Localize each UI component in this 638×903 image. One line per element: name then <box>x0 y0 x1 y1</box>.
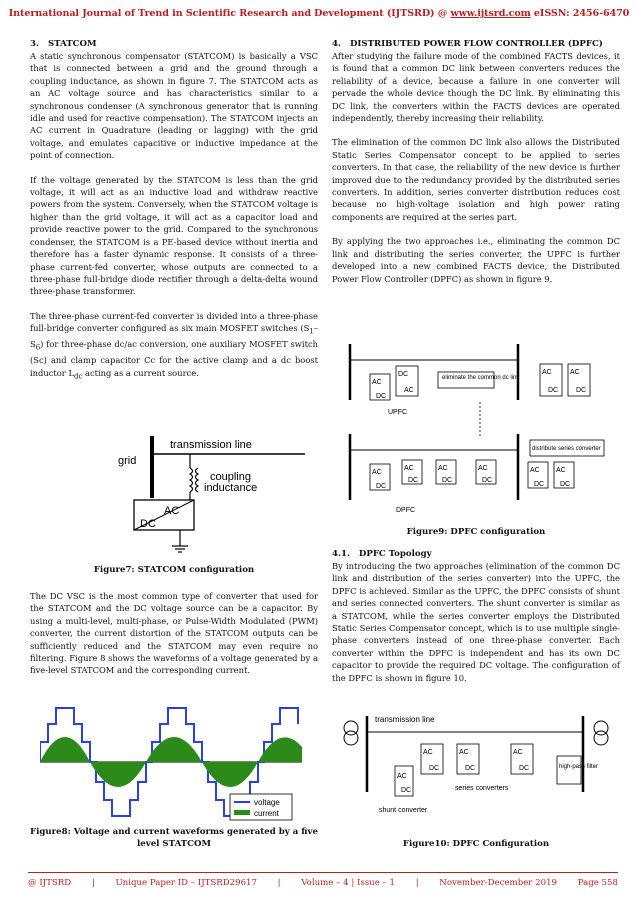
current-waveform <box>40 737 302 787</box>
fig10-tline-label: transmission line <box>375 715 435 724</box>
svg-text:AC: AC <box>556 467 566 474</box>
fig10-shunt-label: shunt converter <box>379 807 428 814</box>
footer-divider <box>28 872 618 873</box>
figure-7-caption: Figure7: STATCOM configuration <box>93 565 255 575</box>
statcom-paragraph-3: The three-phase current-fed converter is divided into a three-phase full-bridge converter configured as six main MOSFET switches $(S_1-S_6)$ for three-phase dc/ac conversion, one auxiliary MOSFET switch (Sc) and clamp capacitor Cc for the active clamp and a dc boost inductor $L_{dc}$ acting as a current source. <box>30 310 318 381</box>
svg-text:DC: DC <box>465 765 476 772</box>
svg-text:AC: AC <box>423 749 433 756</box>
svg-text:DC: DC <box>376 393 387 400</box>
fig7-inductance-label: inductance <box>204 482 258 494</box>
fig9-dpfc-label: DPFC <box>396 507 416 514</box>
figure-7-statcom-diagram <box>100 428 310 558</box>
svg-text:DC: DC <box>534 481 545 488</box>
fig7-tline-label: transmission line <box>170 439 252 451</box>
svg-text:DC: DC <box>560 481 571 488</box>
svg-text:AC: AC <box>372 379 382 386</box>
figure-9-caption: Figure9: DPFC configuration <box>406 527 546 537</box>
fig10-filter-label: high-pass filter <box>559 764 599 770</box>
svg-text:DC: DC <box>376 483 387 490</box>
figure-8-caption: Figure8: Voltage and current waveforms generated by a five level STATCOM <box>30 827 318 849</box>
svg-text:AC: AC <box>570 369 580 376</box>
right-column <box>332 38 620 285</box>
section-3-title: 3. STATCOM <box>30 39 97 49</box>
fig10-series-label: series converters <box>455 785 509 792</box>
section-4-title: 4. DISTRIBUTED POWER FLOW CONTROLLER (DPFC) <box>332 39 603 49</box>
svg-text:DC: DC <box>398 371 409 378</box>
svg-text:DC: DC <box>576 387 587 394</box>
footer-page: Page 558 <box>577 878 618 888</box>
svg-text:AC: AC <box>478 465 488 472</box>
fig7-ac-label: AC <box>164 505 180 517</box>
fig9-eliminate-label: eliminate the common dc link <box>442 375 520 381</box>
svg-text:AC: AC <box>542 369 552 376</box>
dpfc-paragraph-2: The elimination of the common DC link also allows the Distributed Static Series Compensator concept to be applied to series converters. In that case, the reliability of the new device is further improved due to the redundancy provided by the distributed series converters. In addition, series converter distribution reduces cost because no high-voltage isolation and high power rating components are required at the series part. <box>332 137 620 222</box>
left-column <box>30 38 318 383</box>
running-footer: @ IJTSRD | Unique Paper ID – IJTSRD29617 | Volume – 4 | Issue – 1 | November-December 2019 Page 558 <box>28 878 618 888</box>
svg-text:AC: AC <box>438 465 448 472</box>
statcom-paragraph-4: The DC VSC is the most common type of converter that used for the STATCOM and the DC voltage source can be a capacitor. By using a multi-level, multi-phase, or Pulse-Width Modulated (PWM) converter, the current distortion of the STATCOM outputs can be sufficiently reduced and the STATCOM may even require no filtering. Figure 8 shows the waveforms of a voltage generated by a five-level STATCOM and the corresponding current. <box>30 591 318 676</box>
svg-text:AC: AC <box>372 469 382 476</box>
figure-10-caption: Figure10: DPFC Configuration <box>402 839 550 849</box>
footer-paper-id: Unique Paper ID – IJTSRD29617 <box>115 878 257 888</box>
legend-voltage: voltage <box>254 798 280 807</box>
right-column-lower <box>332 548 620 684</box>
dpfc-paragraph-3: By applying the two approaches i.e., eliminating the common DC link and distributing the series converter, the UPFC is further developed into a new combined FACTS device, the Distributed Power Flow Controller (DPFC) as shown in figure 9. <box>332 236 620 284</box>
fig9-distribute-label: distribute series converter <box>532 446 601 452</box>
footer-brand: @ IJTSRD <box>28 878 72 888</box>
fig9-upfc-label: UPFC <box>388 409 408 416</box>
dpfc-topology-paragraph: By introducing the two approaches (elimination of the common DC link and distribution of the series converter) into the UPFC, the DPFC is achieved. Similar as the UPFC, the DPFC consists of shunt and series connected converters. The shunt converter is similar as a STATCOM, while the series converter employs the Distributed Static Series Compensator concept, which is to use multiple single-phase converters instead of one three-phase converter. Each converter within the DPFC is independent and has its own DC capacitor to provide the required DC voltage. The configuration of the DPFC is shown in figure 10. <box>332 561 620 683</box>
svg-text:DC: DC <box>408 477 419 484</box>
statcom-paragraph-1: A static synchronous compensator (STATCOM) is basically a VSC that is connected between a grid and the ground through a coupling inductance, as shown in figure 7. The STATCOM acts as an AC voltage source and has characteristics similar to a synchronous condenser (A synchronous generator that is running idle and used for reactive compensation). The STATCOM injects an AC current in Quadrature (leading or lagging) with the grid voltage, and emulates capacitive or inductive impedance at the point of connection. <box>30 51 318 161</box>
footer-volume: Volume – 4 | Issue – 1 <box>301 878 396 888</box>
fig7-coupling-label: coupling <box>210 471 251 483</box>
legend-current: current <box>254 809 279 818</box>
statcom-paragraph-2: If the voltage generated by the STATCOM is less than the grid voltage, it will act as an inductive load and withdraw reactive powers from the system. Conversely, when the STATCOM voltage is higher than the grid voltage, it will act as a capacitor load and provide reactive power to the grid. Compared to the synchronous condenser, the STATCOM is a PE-based device without inertia and therefore has a faster dynamic response. It consists of a three-phase current-fed converter, whose outputs are connected to a three-phase full-bridge diode rectifier through a delta-delta wound three-phase transformer. <box>30 174 318 297</box>
svg-text:AC: AC <box>404 387 414 394</box>
figure-9-dpfc-config <box>340 340 620 520</box>
dpfc-paragraph-1: After studying the failure mode of the combined FACTS devices, it is found that a common DC link between converters reduces the reliability of a device, because a failure in one converter will pervade the whole device though the DC link. By eliminating this DC link, the converters within the FACTS devices are operated independently, thereby increasing their reliability. <box>332 51 620 124</box>
svg-text:AC: AC <box>530 467 540 474</box>
svg-text:DC: DC <box>429 765 440 772</box>
svg-text:DC: DC <box>519 765 530 772</box>
svg-text:AC: AC <box>397 773 407 780</box>
upfc-diagram <box>350 344 590 416</box>
journal-link[interactable]: www.ijtsrd.com <box>450 8 531 19</box>
figure-10-dpfc-config <box>335 712 620 836</box>
dpfc-diagram <box>350 434 604 514</box>
fig7-grid-label: grid <box>118 455 137 467</box>
section-41-title: 4.1. DPFC Topology <box>332 549 432 559</box>
svg-text:AC: AC <box>459 749 469 756</box>
svg-text:DC: DC <box>548 387 559 394</box>
svg-text:DC: DC <box>401 787 412 794</box>
figure-8-waveforms <box>40 702 308 822</box>
svg-text:DC: DC <box>482 477 493 484</box>
fig7-dc-label: DC <box>140 518 156 530</box>
footer-date: November-December 2019 <box>439 878 557 888</box>
svg-text:AC: AC <box>404 465 414 472</box>
svg-text:DC: DC <box>442 477 453 484</box>
running-header: International Journal of Trend in Scientific Research and Development (IJTSRD) @ www.ijtsrd.com eISSN: 2456-6470 <box>8 8 630 19</box>
left-column-lower <box>30 590 318 677</box>
svg-text:AC: AC <box>513 749 523 756</box>
